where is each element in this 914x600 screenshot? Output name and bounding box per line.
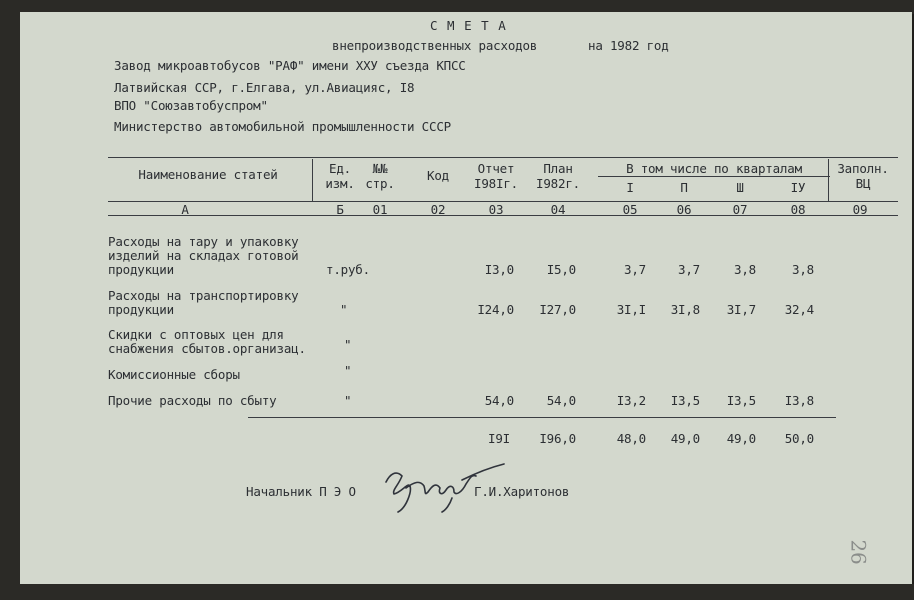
org-line-address: Латвийская ССР, г.Елгава, ул.Авиацияс, I8 (114, 80, 415, 95)
row-2-q4: 32,4 (784, 302, 814, 317)
row-5-report: 54,0 (484, 393, 514, 408)
col-code-02: 02 (430, 202, 446, 217)
margin-pencil-note: 26 (846, 539, 871, 565)
header-unit-2: изм. (325, 176, 355, 191)
col-code-09: 09 (852, 202, 868, 217)
header-q2: П (680, 180, 688, 195)
row-1-plan: I5,0 (546, 262, 576, 277)
org-line-ministry: Министерство автомобильной промышленности СССР (114, 119, 451, 134)
totals-rule (248, 417, 836, 418)
header-code: Код (427, 168, 449, 183)
document-year: на 1982 год (588, 38, 669, 53)
row-2-report: I24,0 (477, 302, 514, 317)
header-name: Наименование статей (138, 167, 278, 182)
row-1-q4: 3,8 (792, 262, 814, 277)
header-quarters-group: В том числе по кварталам (626, 161, 802, 176)
row-4-unit: " (344, 363, 352, 378)
col-code-03: 03 (488, 202, 504, 217)
col-code-06: 06 (676, 202, 692, 217)
total-q4: 50,0 (784, 431, 814, 446)
row-1-unit: т.руб. (326, 262, 370, 277)
header-q1: I (626, 180, 634, 195)
header-line-1: №№ (372, 161, 388, 176)
document-title: С М Е Т А (430, 18, 507, 33)
table-top-rule (108, 157, 898, 158)
col-code-08: 08 (790, 202, 806, 217)
row-3-unit: " (344, 337, 352, 352)
row-1-q2: 3,7 (678, 262, 700, 277)
header-plan-2: I982г. (536, 176, 580, 191)
total-q1: 48,0 (616, 431, 646, 446)
row-2-plan: I27,0 (539, 302, 576, 317)
col-code-04: 04 (550, 202, 566, 217)
col-code-a: А (181, 202, 189, 217)
row-2-unit: " (340, 302, 348, 317)
col-code-b: Б (336, 202, 344, 217)
org-line-plant: Завод микроавтобусов "РАФ" имени XXУ съезда КПСС (114, 58, 466, 73)
row-1-name-line-1: Расходы на тару и упаковку (108, 234, 299, 249)
footer-name: Г.И.Харитонов (474, 484, 570, 499)
row-2-name-line-2: продукции (108, 302, 174, 317)
col-code-05: 05 (622, 202, 638, 217)
row-4-name: Комиссионные сборы (108, 367, 240, 382)
row-1-q1: 3,7 (624, 262, 646, 277)
header-filled-1: Заполн. (837, 161, 889, 176)
header-plan-1: План (543, 161, 573, 176)
row-5-q1: I3,2 (616, 393, 646, 408)
total-report: I9I (488, 431, 510, 446)
document-subtitle: внепроизводственных расходов (332, 38, 538, 53)
row-1-report: I3,0 (484, 262, 514, 277)
row-5-name: Прочие расходы по сбыту (108, 393, 277, 408)
header-report-2: I98Iг. (474, 176, 518, 191)
header-divider-name (312, 159, 313, 201)
row-2-name-line-1: Расходы на транспортировку (108, 288, 299, 303)
col-code-01: 01 (372, 202, 388, 217)
row-1-name-line-3: продукции (108, 262, 174, 277)
col-code-07: 07 (732, 202, 748, 217)
header-unit-1: Ед. (329, 161, 351, 176)
footer-position: Начальник П Э О (246, 484, 356, 499)
row-5-q4: I3,8 (784, 393, 814, 408)
row-5-unit: " (344, 393, 352, 408)
total-q2: 49,0 (670, 431, 700, 446)
row-3-name-line-2: снабжения сбытов.организац. (108, 341, 306, 356)
quarters-group-rule (598, 176, 830, 177)
row-5-q2: I3,5 (670, 393, 700, 408)
row-5-q3: I3,5 (726, 393, 756, 408)
header-filled-2: ВЦ (855, 176, 871, 191)
row-2-q2: 3I,8 (670, 302, 700, 317)
header-q4: IУ (790, 180, 806, 195)
header-line-2: стр. (365, 176, 395, 191)
row-5-plan: 54,0 (546, 393, 576, 408)
row-3-name-line-1: Скидки с оптовых цен для (108, 327, 284, 342)
document-sheet (20, 12, 912, 584)
row-2-q1: 3I,I (616, 302, 646, 317)
header-q3: Ш (736, 180, 744, 195)
row-1-name-line-2: изделий на складах готовой (108, 248, 299, 263)
row-2-q3: 3I,7 (726, 302, 756, 317)
total-plan: I96,0 (539, 431, 576, 446)
org-line-association: ВПО "Союзавтобуспром" (114, 98, 268, 113)
total-q3: 49,0 (726, 431, 756, 446)
header-report-1: Отчет (477, 161, 515, 176)
row-1-q3: 3,8 (734, 262, 756, 277)
